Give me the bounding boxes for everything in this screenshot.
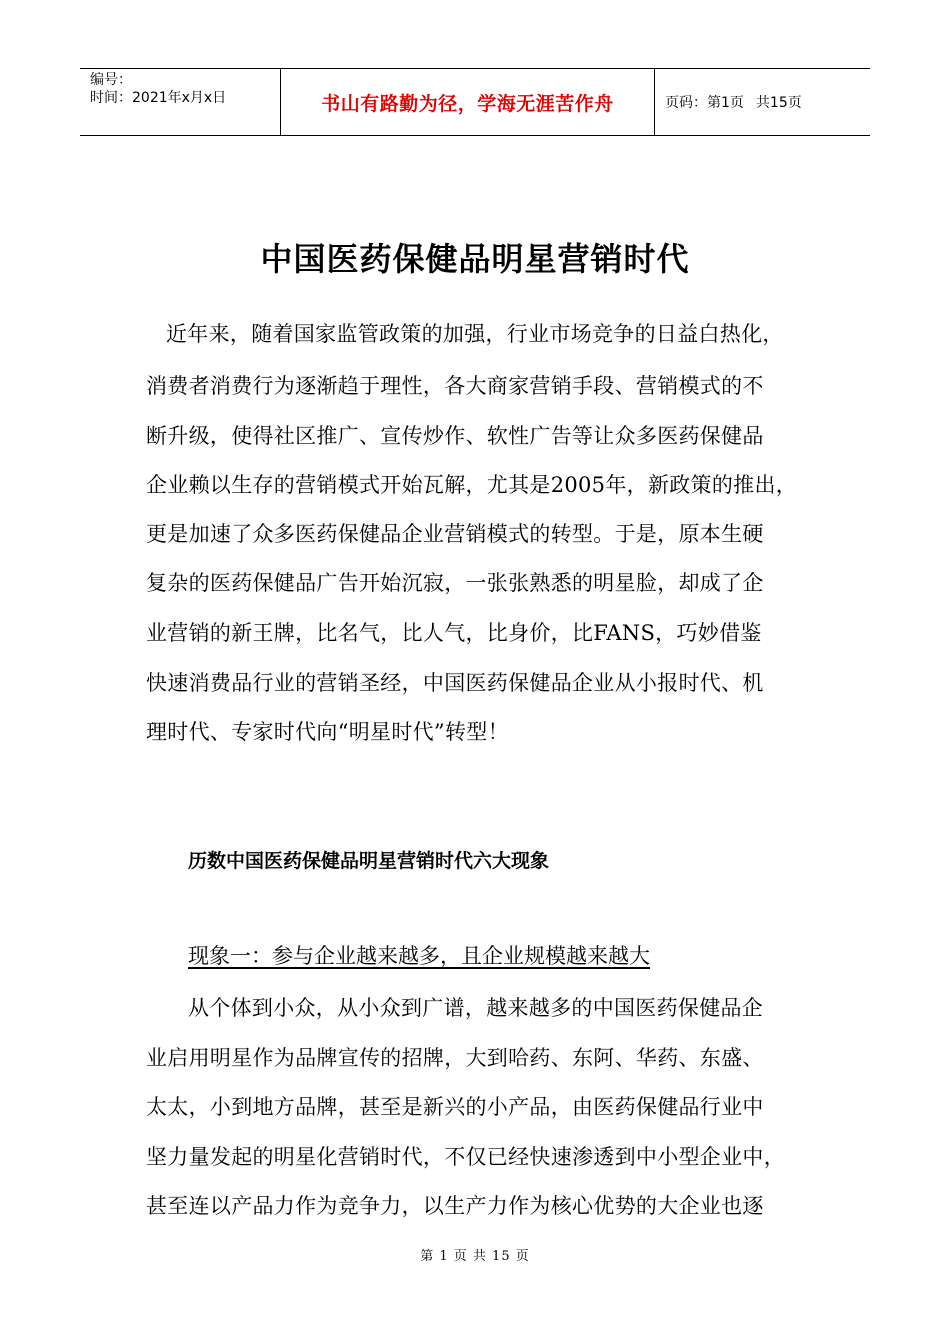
paragraph-line: 断升级，使得社区推广、宣传炒作、软性广告等让众多医药保健品 bbox=[146, 424, 764, 448]
paragraph-line: 从个体到小众，从小众到广谱，越来越多的中国医药保健品企 bbox=[188, 996, 764, 1020]
page-info-total: 共15页 bbox=[755, 95, 802, 111]
paragraph-line: 复杂的医药保健品广告开始沉寂，一张张熟悉的明星脸，却成了企 bbox=[146, 571, 764, 595]
paragraph-line: 更是加速了众多医药保健品企业营销模式的转型。于是，原本生硬 bbox=[146, 522, 764, 546]
motto-text: 书山有路勤为径，学海无涯苦作舟 bbox=[321, 92, 614, 115]
header-page-cell bbox=[655, 69, 870, 135]
document-title: 中国医药保健品明星营销时代 bbox=[260, 240, 690, 278]
paragraph-line: 业启用明星作为品牌宣传的招牌，大到哈药、东阿、华药、东盛、 bbox=[146, 1046, 764, 1070]
page-footer: 第 1 页 共 15 页 bbox=[420, 1249, 530, 1264]
paragraph-line: 理时代、专家时代向“明星时代”转型！ bbox=[146, 720, 509, 744]
header-motto-cell bbox=[281, 69, 655, 135]
paragraph-line: 太太，小到地方品牌，甚至是新兴的小产品，由医药保健品行业中 bbox=[146, 1095, 764, 1119]
paragraph-line: 甚至连以产品力作为竞争力，以生产力作为核心优势的大企业也逐 bbox=[146, 1194, 764, 1218]
paragraph-line: 坚力量发起的明星化营销时代，不仅已经快速渗透到中小型企业中， bbox=[146, 1145, 785, 1169]
paragraph-line: 业营销的新王牌，比名气，比人气，比身价，比FANS，巧妙借鉴 bbox=[146, 621, 762, 645]
paragraph-line: 快速消费品行业的营销圣经，中国医药保健品企业从小报时代、机 bbox=[146, 671, 764, 695]
paragraph-line: 近年来，随着国家监管政策的加强，行业市场竞争的日益白热化， bbox=[166, 322, 784, 346]
paragraph-line: 消费者消费行为逐渐趋于理性，各大商家营销手段、营销模式的不 bbox=[146, 374, 764, 398]
section-heading: 历数中国医药保健品明星营销时代六大现象 bbox=[188, 850, 550, 872]
header-meta-cell bbox=[80, 69, 281, 135]
time-label: 时间：2021年x月x日 bbox=[90, 90, 227, 106]
number-label: 编号： bbox=[90, 72, 132, 88]
page-info-current: 页码：第1页 bbox=[665, 95, 744, 111]
sub-heading: 现象一：参与企业越来越多，且企业规模越来越大 bbox=[188, 944, 650, 968]
paragraph-line: 企业赖以生存的营销模式开始瓦解，尤其是2005年，新政策的推出， bbox=[146, 473, 798, 497]
header-table bbox=[80, 68, 870, 136]
